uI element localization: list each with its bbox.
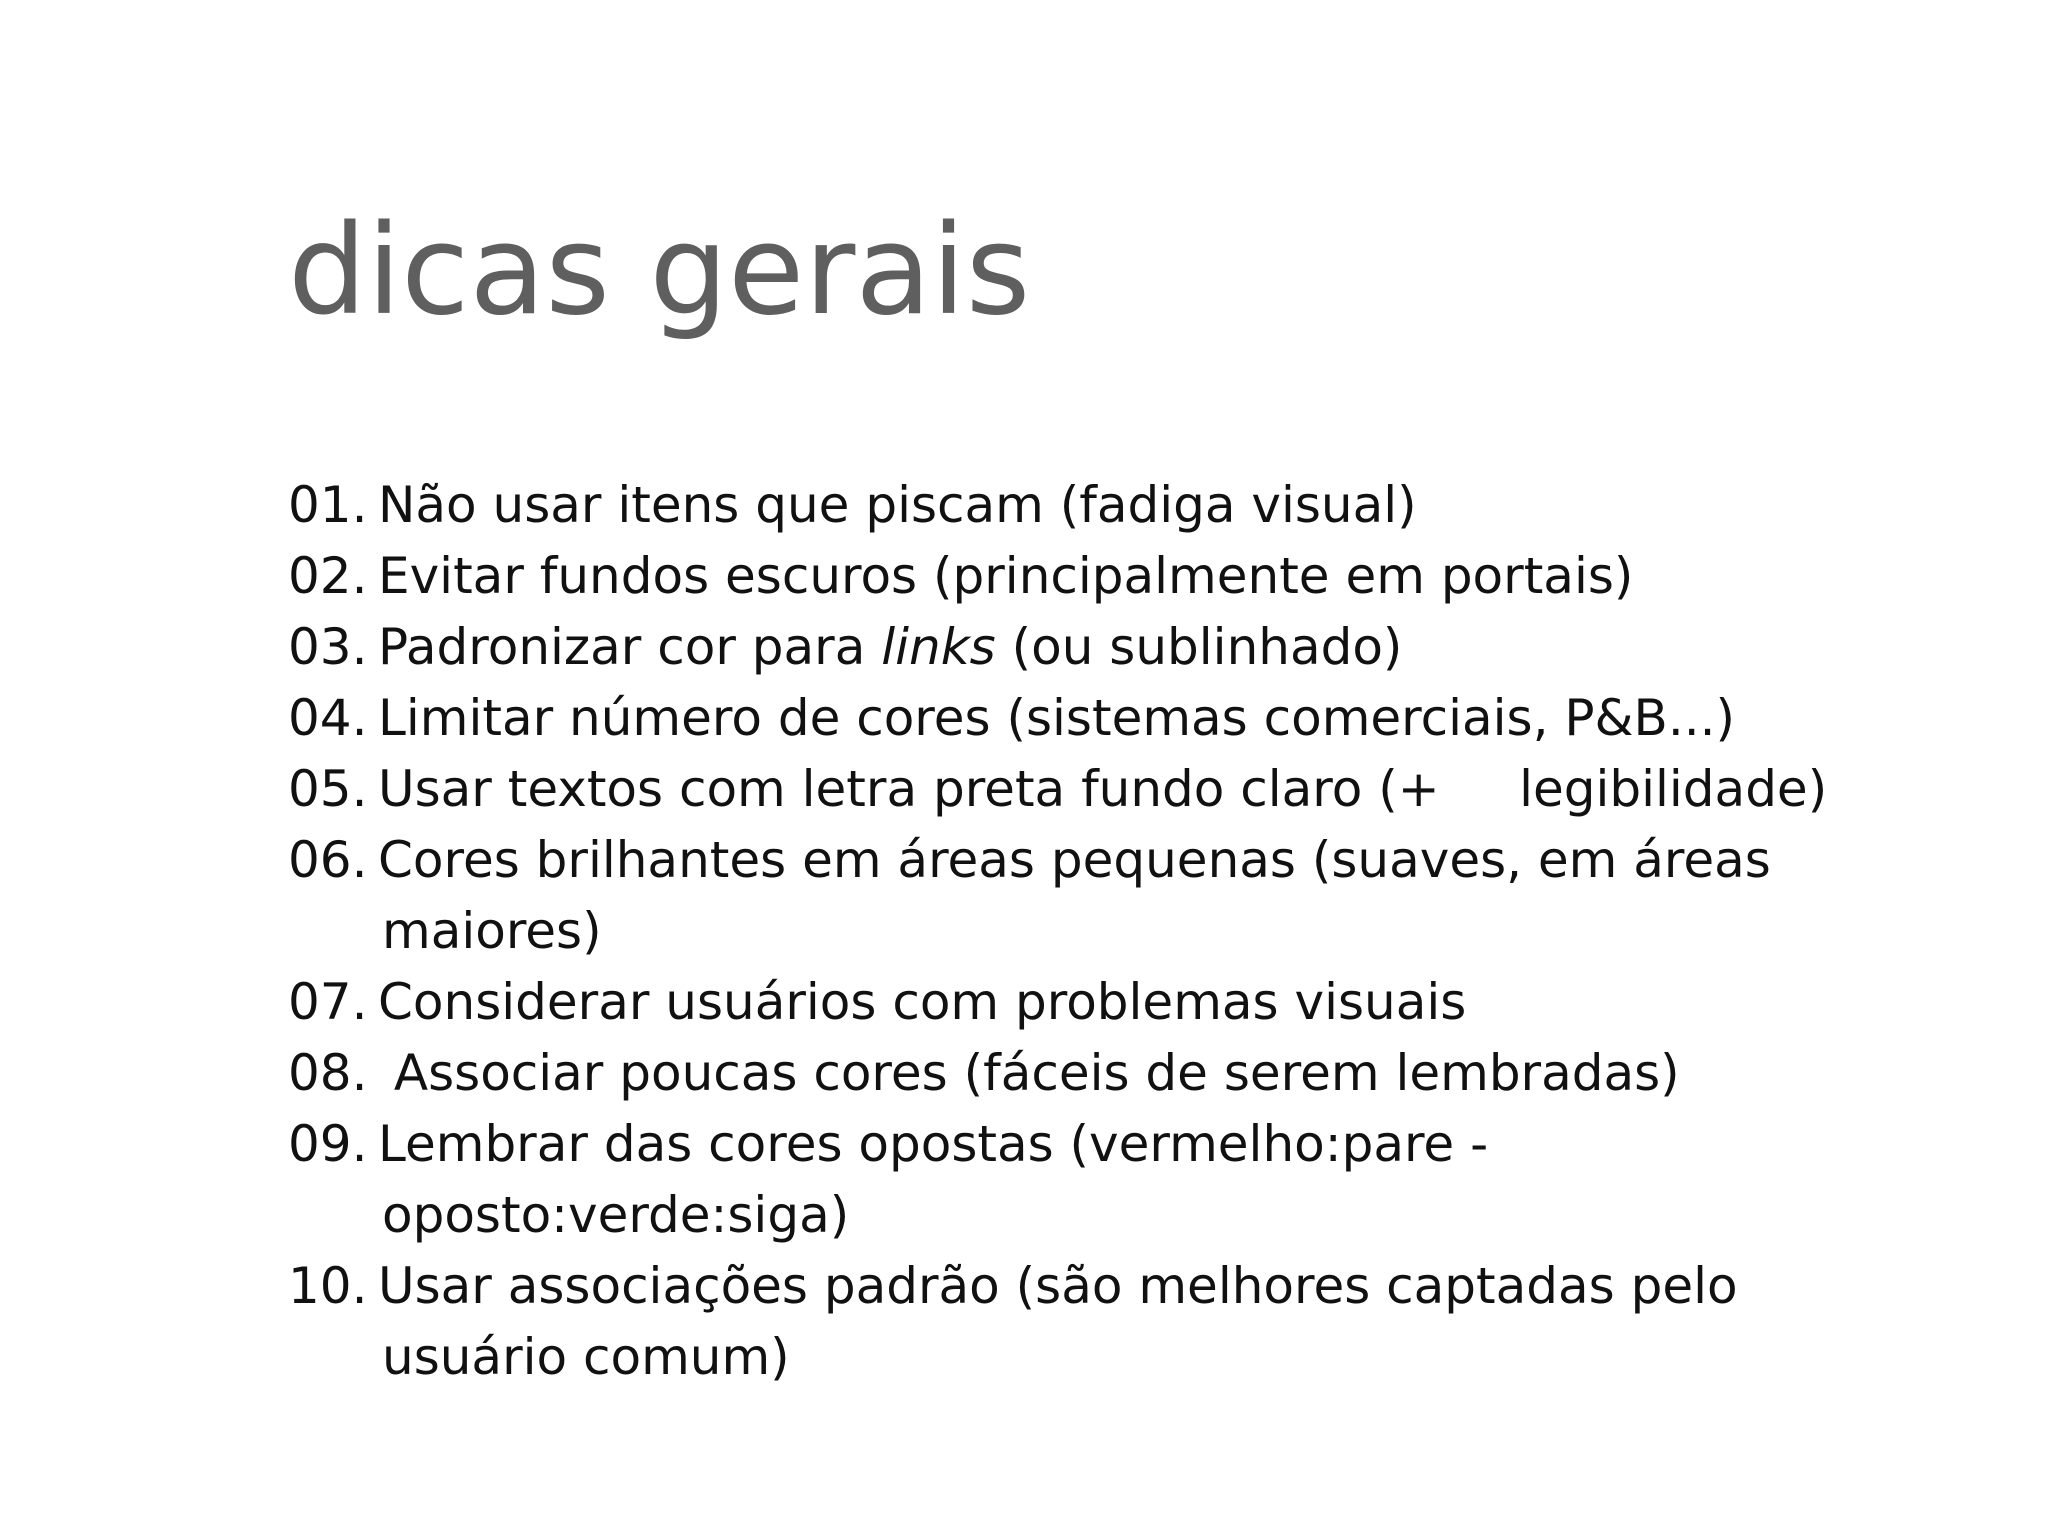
list-item	[288, 825, 1827, 967]
item-text: Usar textos com letra preta fundo claro (+ legibilidade)	[378, 760, 1828, 818]
item-text: Considerar usuários com problemas visuais	[378, 973, 1467, 1031]
tips-list	[288, 470, 1827, 1393]
item-text: Usar associações padrão (são melhores captadas pelo	[378, 1257, 1738, 1315]
item-number: 04.	[288, 689, 368, 747]
list-item	[288, 612, 1827, 683]
item-text: Limitar número de cores (sistemas comerciais, P&B...)	[378, 689, 1736, 747]
item-number: 07.	[288, 973, 368, 1031]
item-text: Associar poucas cores (fáceis de serem lembradas)	[378, 1044, 1680, 1102]
list-item	[288, 470, 1827, 541]
list-item	[288, 683, 1827, 754]
item-text-continuation: maiores)	[382, 902, 602, 960]
list-item	[288, 967, 1827, 1038]
item-number: 06.	[288, 831, 368, 889]
item-text-italic: links	[881, 618, 996, 676]
list-item	[288, 1251, 1827, 1393]
item-text: Não usar itens que piscam (fadiga visual)	[378, 476, 1417, 534]
item-text: (ou sublinhado)	[995, 618, 1403, 676]
item-text: Padronizar cor para	[378, 618, 882, 676]
list-item	[288, 541, 1827, 612]
list-item	[288, 1109, 1827, 1251]
item-text-continuation: oposto:verde:siga)	[382, 1186, 850, 1244]
item-number: 10.	[288, 1257, 368, 1315]
item-number: 02.	[288, 547, 368, 605]
item-text: Evitar fundos escuros (principalmente em portais)	[378, 547, 1634, 605]
item-text: Cores brilhantes em áreas pequenas (suaves, em áreas	[378, 831, 1771, 889]
item-number: 09.	[288, 1115, 368, 1173]
list-item	[288, 1038, 1827, 1109]
list-item	[288, 754, 1827, 825]
item-text: Lembrar das cores opostas (vermelho:pare -	[378, 1115, 1489, 1173]
item-number: 05.	[288, 760, 368, 818]
item-text-continuation: usuário comum)	[382, 1328, 790, 1386]
item-number: 08.	[288, 1044, 368, 1102]
slide-title: dicas gerais	[288, 199, 1031, 343]
item-number: 01.	[288, 476, 368, 534]
item-number: 03.	[288, 618, 368, 676]
